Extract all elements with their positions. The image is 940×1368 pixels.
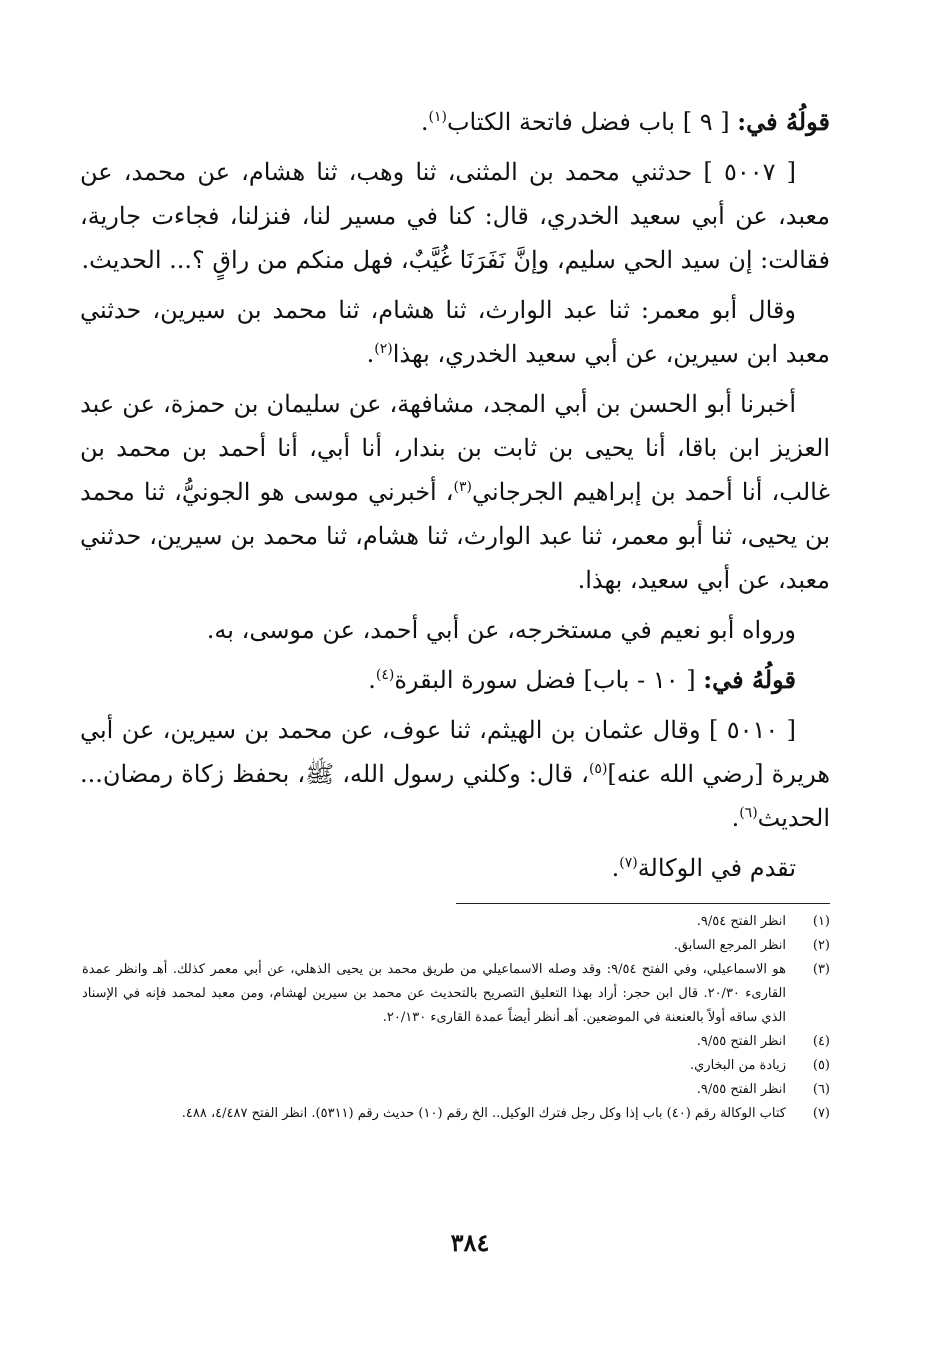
paragraph-text: تقدم في الوكالة (637, 854, 796, 882)
paragraph-abu-nuaym (80, 608, 830, 652)
section-heading-10 (80, 658, 830, 702)
footnote-number: (٢) (812, 938, 830, 953)
footnote-text: انظر الفتح ٩/٥٥. (696, 1082, 786, 1097)
footnote-number: (٦) (812, 1082, 830, 1097)
heading-text: [ ٩ ] باب فضل فاتحة الكتاب (446, 108, 730, 136)
footnote (82, 1102, 830, 1126)
paragraph-text: ورواه أبو نعيم في مستخرجه، عن أبي أحمد، عن موسى، به. (206, 616, 796, 644)
paragraph-abu-mamar (80, 288, 830, 376)
paragraph-text: [ ٥٠٠٧ ] حدثني محمد بن المثنى، ثنا وهب، ثنا هشام، عن محمد، عن معبد، عن أبي سعيد الخدري، قال: كنا في مسير لنا، فنزلنا، فجاءت جارية، فقالت: إن سيد الحي سليم، وإنَّ نَفَرَنَا غُيَّبٌ، فهل منكم من راقٍ ؟... الحديث. (80, 158, 830, 274)
section-heading-9 (80, 100, 830, 144)
punctuation: . (611, 854, 620, 882)
hadith-5010 (80, 708, 830, 840)
footnote (82, 934, 830, 958)
footnote-text: زيادة من البخاري. (689, 1058, 786, 1073)
paragraph-text: [ ٥٠١٠ ] وقال عثمان بن الهيثم، ثنا عوف، عن محمد بن سيرين، عن أبي هريرة [رضي الله عنه] (80, 716, 831, 788)
footnote-number: (٤) (812, 1034, 830, 1049)
punctuation: . (366, 340, 375, 368)
footnote (82, 958, 830, 1030)
footnote-number: (١) (812, 914, 830, 929)
footnote-ref: (٢) (374, 341, 393, 357)
paragraph-wakala (80, 846, 830, 890)
footnote-text: كتاب الوكالة رقم (٤٠) باب إذا وكل رجل فترك الوكيل.. الخ رقم (١٠) حديث رقم (٥٣١١). انظر الفتح ٤/٤٨٧، ٤٨٨. (181, 1106, 786, 1121)
footnote-ref: (٥) (588, 761, 608, 777)
footnote (82, 1054, 830, 1078)
footnote-ref: (٣) (453, 479, 472, 495)
footnote-text: انظر الفتح ٩/٥٥. (696, 1034, 786, 1049)
paragraph-text: أخبرنا أبو الحسن بن أبي المجد، مشافهة، عن سليمان بن حمزة، عن عبد العزيز ابن باقا، أنا يحيى بن ثابت بن بندار، أنا أبي، أنا أحمد بن محمد بن غالب، أنا أحمد بن إبراهيم الجرجاني (80, 390, 830, 506)
footnote-ref: (٧) (619, 855, 638, 871)
footnote-ref: (١) (428, 109, 447, 125)
main-text (80, 100, 830, 896)
hadith-5007 (80, 150, 830, 282)
footnote-ref: (٤) (375, 667, 395, 683)
paragraph-text: وقال أبو معمر: ثنا عبد الوارث، ثنا هشام، ثنا محمد بن سيرين، حدثني معبد ابن سيرين، عن أبي سعيد الخدري، بهذا (80, 296, 830, 368)
punctuation: . (368, 666, 376, 694)
footnote-ref: (٦) (739, 805, 758, 821)
page-number: ٣٨٤ (450, 1228, 490, 1257)
footnote (82, 1078, 830, 1102)
paragraph-text-cont: ، أخبرني موسى هو الجونيُّ، ثنا محمد بن يحيى، ثنا أبو معمر، ثنا عبد الوارث، ثنا هشام، ثنا محمد بن سيرين، حدثني معبد، عن أبي سعيد، بهذا. (80, 478, 830, 594)
heading-text: [ ١٠ - باب] فضل سورة البقرة (394, 666, 696, 694)
footnote-divider (456, 903, 830, 904)
footnote (82, 910, 830, 934)
footnotes (82, 910, 830, 1126)
footnote-number: (٣) (812, 962, 830, 977)
footnote-text: انظر المرجع السابق. (673, 938, 786, 953)
paragraph-text-cont: ، قال: وكلني رسول الله، ﷺ، بحفظ زكاة رمضان... الحديث (80, 760, 830, 832)
paragraph-isnad (80, 382, 830, 602)
punctuation: . (420, 108, 429, 136)
footnote-number: (٧) (812, 1106, 830, 1121)
footnote-text: انظر الفتح ٩/٥٤. (696, 914, 786, 929)
heading-lead: قولُهُ في: (737, 107, 830, 136)
footnote-number: (٥) (812, 1058, 830, 1073)
punctuation: . (731, 804, 740, 832)
footnote-text: هو الاسماعيلي، وفي الفتح ٩/٥٤: وقد وصله الاسماعيلي من طريق محمد بن يحيى الذهلي، عن أبي معمر كذلك. أهـ وانظر عمدة القارىء ٢٠/٣٠. قال ابن حجر: أراد بهذا التعليق التصريح بالتحديث عن محمد بن سيرين لهشام، ومن معبد لمحمد فإنه في الإسناد الذي ساقه أولاً بالعنعنة في الموضعين. أهـ أنظر أيضاً عمدة القارىء ٢٠/١٣٠. (82, 962, 786, 1025)
heading-lead: قولُهُ في: (703, 665, 796, 694)
footnote (82, 1030, 830, 1054)
